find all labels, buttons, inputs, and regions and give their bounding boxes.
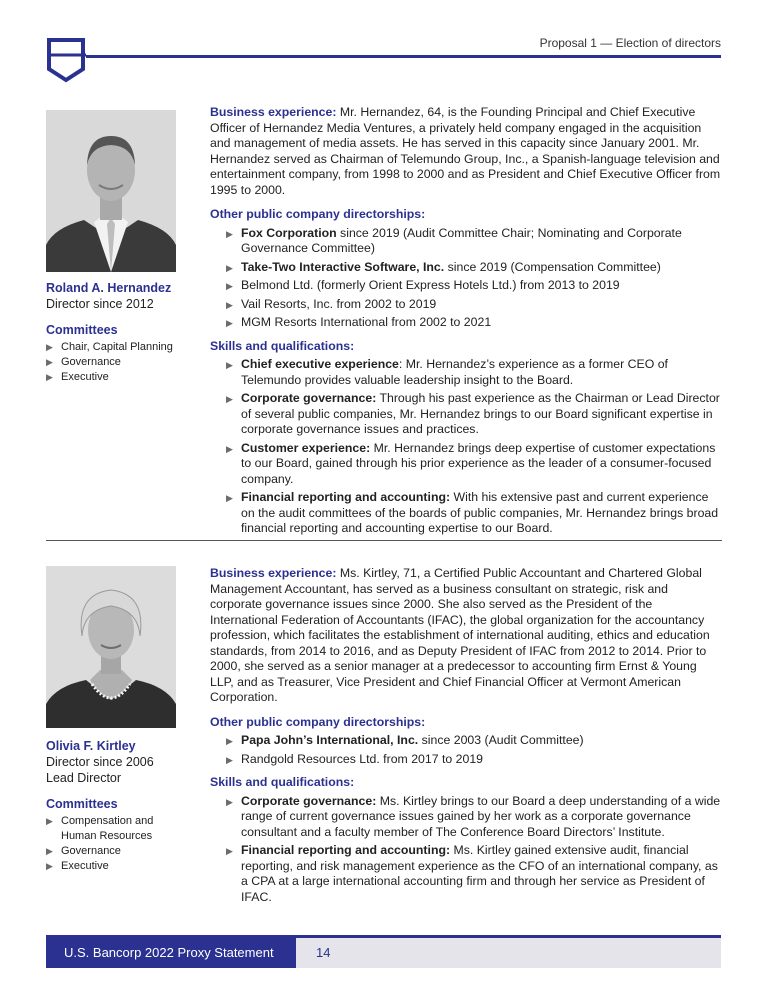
director-bio-kirtley: [210, 566, 722, 908]
directorships-list: [210, 226, 722, 331]
directorship-item: ▶ MGM Resorts International from 2002 to 2021: [210, 315, 722, 331]
directorships-list: [210, 733, 722, 767]
directorship-item: ▶ Fox Corporation since 2019 (Audit Committee Chair; Nominating and Corporate Governance Committee): [210, 226, 722, 257]
committees-title: Committees: [46, 323, 118, 337]
skill-item: ▶ Financial reporting and accounting: Ms. Kirtley gained extensive audit, financial reporting, and risk management experience as the CFO of an international company, as a CPA at a large international accounting firm and through her service as President of IFAC.: [210, 843, 722, 905]
committee-item: ▶ Executive: [46, 370, 186, 385]
committee-item: ▶ Executive: [46, 859, 186, 874]
skills-title: Skills and qualifications:: [210, 775, 355, 789]
directorships-title: Other public company directorships:: [210, 207, 426, 221]
footer-document-title: U.S. Bancorp 2022 Proxy Statement: [46, 938, 296, 968]
section-divider: [46, 540, 722, 541]
business-text: Ms. Kirtley, 71, a Certified Public Accountant and Chartered Global Management Accountant, has served as a business consultant on strategic, risk and corporate governance issues since 2000. She also served as the President of the International Federation of Accountants (IFAC), the global organization for the accountancy profession, which facilitates the establishment of international auditing, ethics and education standards, from 2014 to 2016, and as Deputy President of IFAC from 2012 to 2014. Prior to 2000, she served as a senior manager at a predecessor to accounting firm Ernst & Young LLP, and as Treasurer, Vice President and Chief Financial Officer at Vermont American Corporation.: [210, 566, 710, 704]
business-experience: [210, 105, 722, 198]
director-name: Olivia F. Kirtley: [46, 739, 136, 753]
committees-title: Committees: [46, 797, 118, 811]
header-rule: [86, 55, 721, 58]
director-photo-kirtley: [46, 566, 176, 728]
skills-title: Skills and qualifications:: [210, 338, 355, 353]
directorship-item: ▶ Randgold Resources Ltd. from 2017 to 2019: [210, 752, 722, 768]
business-label: Business experience:: [210, 105, 337, 119]
committee-item: ▶ Chair, Capital Planning: [46, 340, 186, 355]
footer-page-number: 14: [296, 938, 721, 968]
skill-item: ▶ Customer experience: Mr. Hernandez brings deep expertise of customer expectations to our Board, gained through his prior experience as the leader of a consumer-focused company.: [210, 441, 722, 488]
directorships-title: Other public company directorships:: [210, 714, 426, 729]
skill-item: ▶ Financial reporting and accounting: With his extensive past and current experience on the audit committees of the boards of public companies, Mr. Hernandez brings broad financial reporting and accounting expertise to our Board.: [210, 490, 722, 537]
director-photo-hernandez: [46, 110, 176, 272]
page-section-title: Proposal 1 — Election of directors: [539, 36, 721, 50]
committee-item: ▶ Governance: [46, 355, 186, 370]
business-text: Mr. Hernandez, 64, is the Founding Principal and Chief Executive Officer of Hernandez Media Ventures, a privately held company engaged in the acquisition and management of media assets. He has served in this capacity since January 2001. Mr. Hernandez served as Chairman of Telemundo Group, Inc., a Spanish-language television and entertainment company, from 1998 to 2000 and as President and Chief Executive Officer from 1995 to 2000.: [210, 105, 721, 197]
director-role: Lead Director: [46, 771, 122, 785]
director-since: Director since 2006: [46, 755, 154, 769]
directorship-item: ▶ Papa John’s International, Inc. since 2003 (Audit Committee): [210, 733, 722, 749]
business-label: Business experience:: [210, 566, 337, 580]
directorship-item: ▶ Take-Two Interactive Software, Inc. since 2019 (Compensation Committee): [210, 260, 722, 276]
business-experience: [210, 566, 722, 706]
director-sidebar-kirtley: [46, 738, 186, 874]
director-since: Director since 2012: [46, 297, 154, 311]
committee-item: ▶ Compensation and Human Resources: [46, 814, 166, 844]
skill-item: ▶ Chief executive experience: Mr. Hernandez’s experience as a former CEO of Telemundo provides valuable leadership insight to the Board.: [210, 357, 722, 388]
skill-item: ▶ Corporate governance: Through his past experience as the Chairman or Lead Director of several public companies, Mr. Hernandez brings to our Board significant expertise in corporate governance issues and practices.: [210, 391, 722, 438]
directorship-item: ▶ Belmond Ltd. (formerly Orient Express Hotels Ltd.) from 2013 to 2019: [210, 278, 722, 294]
director-name: Roland A. Hernandez: [46, 281, 172, 295]
directorship-item: ▶ Vail Resorts, Inc. from 2002 to 2019: [210, 297, 722, 313]
committee-item: ▶ Governance: [46, 844, 186, 859]
director-bio-hernandez: [210, 105, 722, 540]
shield-logo-icon: [46, 37, 86, 83]
skills-list: [210, 357, 722, 537]
skill-item: ▶ Corporate governance: Ms. Kirtley brings to our Board a deep understanding of a wide range of current governance issues gained by her work as a corporate governance consultant and a faculty member of The Conference Board Directors’ Institute.: [210, 794, 722, 841]
director-sidebar-hernandez: [46, 280, 186, 385]
skills-list: [210, 794, 722, 906]
